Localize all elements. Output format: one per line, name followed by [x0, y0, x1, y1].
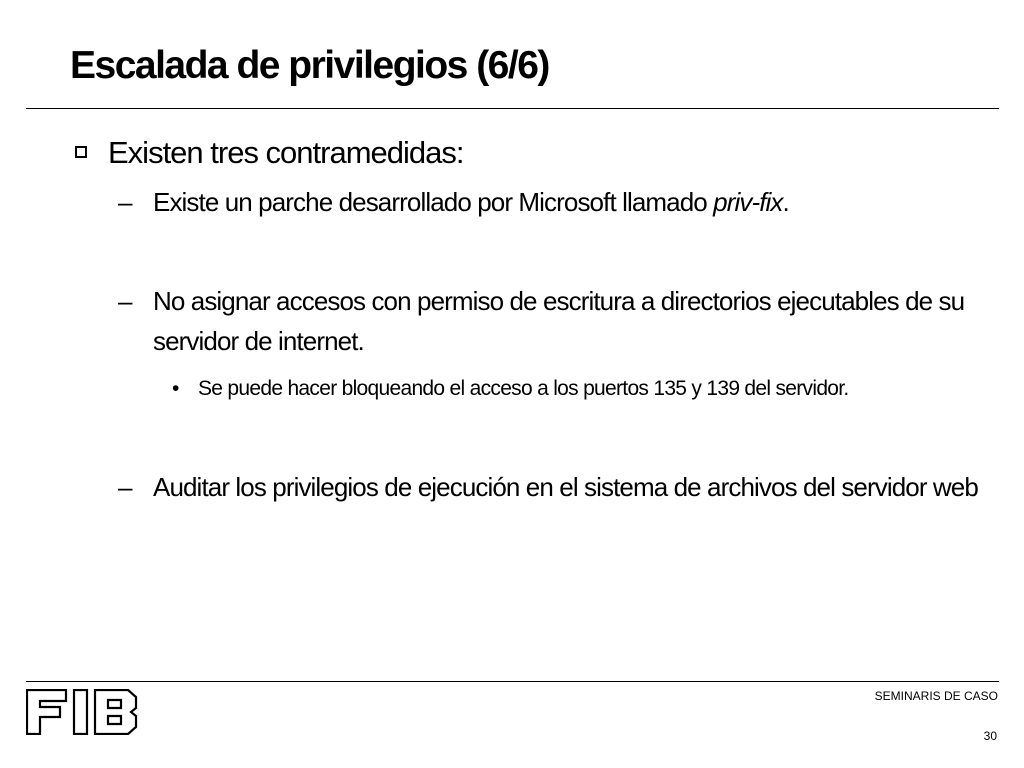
footer-divider: [26, 681, 999, 682]
round-bullet-icon: •: [172, 377, 179, 400]
dash-icon: –: [118, 286, 132, 316]
sub-item-text-prefix: Existe un parche desarrollado por Microsoft llamado: [153, 187, 714, 217]
dash-icon: –: [118, 472, 132, 502]
sub-item-text: No asignar accesos con permiso de escritura a directorios ejecutables de su servidor de internet.: [153, 286, 965, 356]
square-bullet-icon: [75, 146, 87, 158]
sub-item-text: [153, 182, 993, 222]
bullet-text: Existen tres contramedidas:: [108, 135, 464, 170]
dash-icon: –: [118, 187, 132, 217]
sub-item-text: Auditar los privilegios de ejecución en el sistema de archivos del servidor web: [153, 472, 978, 502]
patch-name: priv-fix: [713, 187, 783, 217]
sub-sub-item-text: Se puede hacer bloqueando el acceso a los puertos 135 y 139 del servidor.: [198, 377, 849, 400]
footer-label: SEMINARIS DE CASO: [874, 689, 998, 703]
page-number: 30: [983, 729, 997, 743]
slide-title: Escalada de privilegios (6/6): [70, 44, 549, 87]
sub-item-text-suffix: .: [782, 187, 789, 217]
title-divider: [26, 108, 999, 109]
fib-logo: [26, 689, 138, 735]
